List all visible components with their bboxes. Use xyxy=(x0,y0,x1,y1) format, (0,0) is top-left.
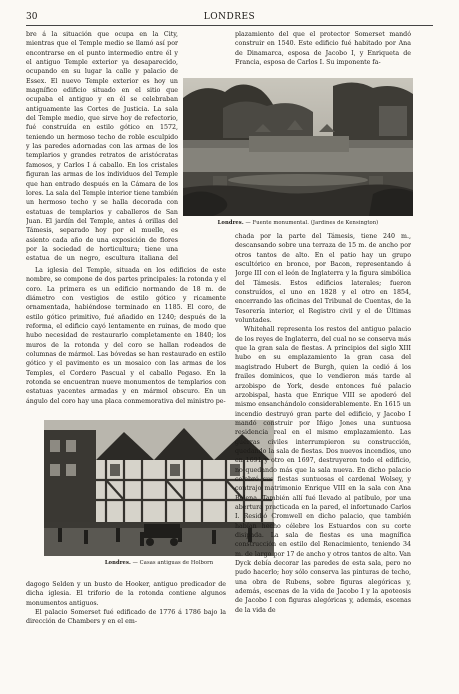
caption-title: Londres. xyxy=(104,560,131,566)
figure-caption xyxy=(183,220,413,226)
caption-text: — Casas antiguas de Holborn xyxy=(132,560,214,566)
page-number: 30 xyxy=(26,12,38,22)
paragraph: plazamiento del que el protector Somerset mandó construir en 1540. Este edificio fué habitado por Ana de Dinamarca, esposa de Jacobo I, y Enriqueta de Francia, esposa de Carlos I. Su imponente fa- xyxy=(235,31,411,67)
paragraph: Whitehall representa los restos del antiguo palacio de los reyes de Inglaterra, del cual no se conserva más que la gran sala de fiestas. A principios del siglo XIII hubo en su emplazamiento la gran casa del magistrado Hubert de Burgh, quien la cedió á los frailes dominicos, que lo vendieron más tarde al arzobispo de York, desde entonces fué palacio arzobispal, hasta que Enrique VIII se apoderó del mismo ensanchándolo considerablemente. En 1615 un incendio destruyó gran parte del edificio, y Jacobo I mandó construir por Iñigo Jones una suntuosa residencia real en el mismo emplazamiento. Las guerras civiles interrumpieron su construcción, quedando la sala de fiestas. Dos nuevos incendios, uno en 1691 y otro en 1697, destruyeron todo el edificio, no quedando más que la sala nueva. En dicho palacio celebró sus fiestas suntuosas el cardenal Wolsey, y contrajo matrimonio Enrique VIII en la sala con Ana Bolena. También allí fué llevado al patíbulo, por una abertura practicada en la pared, el infortunado Carlos I. Residió Cromwell en dicho palacio, que también habían hecho célebre los Estuardos con su corte disipada. La sala de fiestas es una magnífica construcción en estilo del Renacimiento, teniendo 34 m. de largo por 17 de ancho y otros tantos de alto. Van Dyck debía decorar las paredes de esta sala, pero no pudo hacerlo; hoy sólo conserva las pinturas de techo, una obra de Rubens, sobre figuras alegóricas y, además, escenas de la vida de Jacobo I y la apoteosis de Jacobo I con figuras alegóricas y, además, escenas de la vida de xyxy=(235,326,411,614)
paragraph: chada por la parte del Támesis, tiene 240 m., descansando sobre una terraza de 15 m. de ancho por otros tantos de alto. En el patio hay un grupo escultórico en bronce, por Bacon, representando á Jorge III con el león de Inglaterra y la figura simbólica del Támesis. Estos edificios laterales; fueron construídos, el uno en 1828 y el otro en 1854, encerrando las oficinas del Tribunal de Cuentas, de la Tesorería interior, el Registro civil y el de Últimas voluntades. xyxy=(235,233,411,325)
figure-kensington xyxy=(183,78,413,228)
running-title: LONDRES xyxy=(203,12,256,22)
paragraph: bre á la situación que ocupa en la City, mientras que el Temple medio se llamó así por encontrarse en el punto intermedio entre él y el antiguo Temple exterior ya desaparecido, ocupando en su lugar la calle y palacio de Essex. El nuevo Temple exterior es hoy un magnífico edificio situado en el sitio que ocupaba el antiguo y en él se celebraban antiguamente las Cortes de Justicia. La sala del Temple medio, que sirve hoy de refectorio, fué construída en estilo gótico en 1572, teniendo un hermoso techo de roble esculpido y las paredes adornadas con las armas de los templarios y grandes retratos de aristócratas famosos, y Carlos I á caballo. En los cristales figuran las armas de los individuos del Temple que han entrado después en la Cámara de los lores. La sala del Temple interior tiene también un hermoso techo y se halla decorada con estatuas de templarios y caballeros de San Juan. El jardín del Temple, antes á orillas del Támesis, separado hoy por el muelle, es asiento cada año de una exposición de flores por la sociedad de horticultura; tiene una estatua de un negro, escultura italiana del xyxy=(26,31,178,263)
paragraph: dagogo Selden y un busto de Hooker, antiguo predicador de dicha iglesia. El triforio de la rotonda contiene algunos monumentos antiguos. xyxy=(26,581,226,607)
text-column-left-bottom xyxy=(26,580,226,684)
caption-text: — Fuente monumental. (Jardines de Kensington) xyxy=(245,220,379,226)
text-column-left-top xyxy=(26,30,178,264)
photo-kensington-fountain xyxy=(183,78,413,216)
header-rule xyxy=(26,25,433,26)
text-column-right-bottom xyxy=(235,232,411,686)
text-column-left-mid xyxy=(26,266,226,418)
text-column-right-top xyxy=(235,30,411,77)
paragraph: La iglesia del Temple, situada en los edificios de este nombre, se compone de dos partes principales: la rotonda y el coro. La primera es un edificio normando de 18 m. de diámetro con vestigios de estilo gótico y ricamente ornamentada, habiéndose terminado en 1185. El coro, de estilo gótico primitivo, fué añadido en 1240; después de la reforma, el edificio cayó lentamente en ruinas, de modo que hubo necesidad de restaurarlo completamente en 1840; los muros de la rotonda y del coro se hallan rodeados de columnas de mármol. Las bóvedas se han restaurado en estilo gótico y el pavimento es un mosaico con las armas de los Temples, el Cordero Pascual y el caballo Pegaso. En la rotonda se encuentran nueve monumentos de templarios con estatuas yacentes armadas y en mármol obscuro. En un ángulo del coro hay una placa conmemorativa del ministro pe- xyxy=(26,267,226,405)
paragraph: El palacio Somerset fué edificado de 1776 á 1786 bajo la dirección de Chambers y en el em- xyxy=(26,609,226,626)
caption-title: Londres. xyxy=(217,220,244,226)
page-header xyxy=(26,12,433,24)
